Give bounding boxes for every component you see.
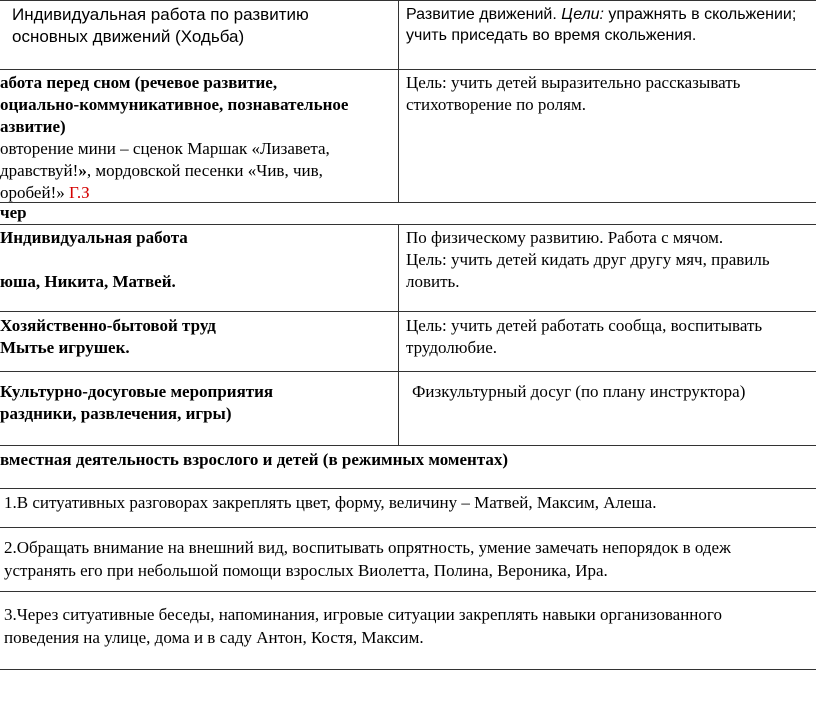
rule-item3-bottom xyxy=(0,669,816,670)
row2-left-line2: оциально-коммуникативное, познавательное xyxy=(0,95,349,114)
row2-line5-rest: , мордовской песенки «Чив, чив, xyxy=(86,161,323,180)
row2-line6-plain: оробей!» xyxy=(0,183,65,202)
item2-line1: 2.Обращать внимание на внешний вид, воспитывать опрятность, умение замечать непорядок в одеж xyxy=(4,538,731,557)
rule-top xyxy=(0,0,816,1)
row1-left-line1: Индивидуальная работа по развитию xyxy=(12,5,309,24)
rule-row3-bottom xyxy=(0,311,816,312)
row1-right-goals-label: Цели: xyxy=(561,6,604,23)
rule-row5-bottom xyxy=(0,445,816,446)
row2-line5-bold: » xyxy=(78,161,87,180)
rule-row1-bottom xyxy=(0,69,816,70)
row2-left-line1: абота перед сном (речевое развитие, xyxy=(0,73,278,92)
rule-item2-bottom xyxy=(0,591,816,592)
row2-line6-red: Г.З xyxy=(64,183,90,202)
rule-heading-bottom xyxy=(0,488,816,489)
rule-item1-bottom xyxy=(0,527,816,528)
row1-right-rest: упражнять в скольжении; xyxy=(608,6,797,23)
item2-line2: устранять его при небольшой помощи взрослых Виолетта, Полина, Вероника, Ира. xyxy=(4,561,608,580)
row5-right-text: Физкультурный досуг (по плану инструктора) xyxy=(412,382,746,401)
row3-right-line2: Цель: учить детей кидать друг другу мяч, правиль xyxy=(406,250,770,269)
row1-right-line2: учить приседать во время скольжения. xyxy=(406,27,697,44)
col-divider-1 xyxy=(398,0,399,202)
row1-right-prefix: Развитие движений. xyxy=(406,6,557,23)
row2-line5-plain: дравствуй! xyxy=(0,161,79,180)
row2-right-line1: Цель: учить детей выразительно рассказывать xyxy=(406,73,741,92)
rule-row2-bottom xyxy=(0,202,816,203)
row2-left-line3: азвитие) xyxy=(0,117,66,136)
row4-left-line2: Мытье игрушек. xyxy=(0,338,130,357)
row3-left-title: Индивидуальная работа xyxy=(0,228,188,247)
row2-right-line2: стихотворение по ролям. xyxy=(406,95,587,114)
row3-right-line3: ловить. xyxy=(406,272,460,291)
row4-right-line1: Цель: учить детей работать сообща, воспитывать xyxy=(406,316,763,335)
row2-left-line5 xyxy=(0,160,323,183)
row5-left-line1: Культурно-досуговые мероприятия xyxy=(0,382,274,401)
row4-left-line1: Хозяйственно-бытовой труд xyxy=(0,316,216,335)
row1-left-line2: основных движений (Ходьба) xyxy=(12,27,245,46)
section-evening: чер xyxy=(0,203,27,222)
row3-right-line1: По физическому развитию. Работа с мячом. xyxy=(406,228,724,247)
rule-row4-bottom xyxy=(0,371,816,372)
row4-right-line2: трудолюбие. xyxy=(406,338,497,357)
row1-right-line1 xyxy=(406,4,796,25)
item3-line1: 3.Через ситуативные беседы, напоминания, игровые ситуации закреплять навыки организованного xyxy=(4,605,722,624)
row3-left-names: юша, Никита, Матвей. xyxy=(0,272,176,291)
item1-line1: 1.В ситуативных разговорах закреплять цвет, форму, величину – Матвей, Максим, Алеша. xyxy=(4,493,657,512)
row5-left-line2: раздники, развлечения, игры) xyxy=(0,404,232,423)
row2-left-line4: овторение мини – сценок Маршак «Лизавета, xyxy=(0,139,330,158)
item3-line2: поведения на улице, дома и в саду Антон, Костя, Максим. xyxy=(4,628,424,647)
joint-activity-heading: вместная деятельность взрослого и детей (в режимных моментах) xyxy=(0,450,509,469)
col-divider-2 xyxy=(398,224,399,445)
rule-evening-bottom xyxy=(0,224,816,225)
